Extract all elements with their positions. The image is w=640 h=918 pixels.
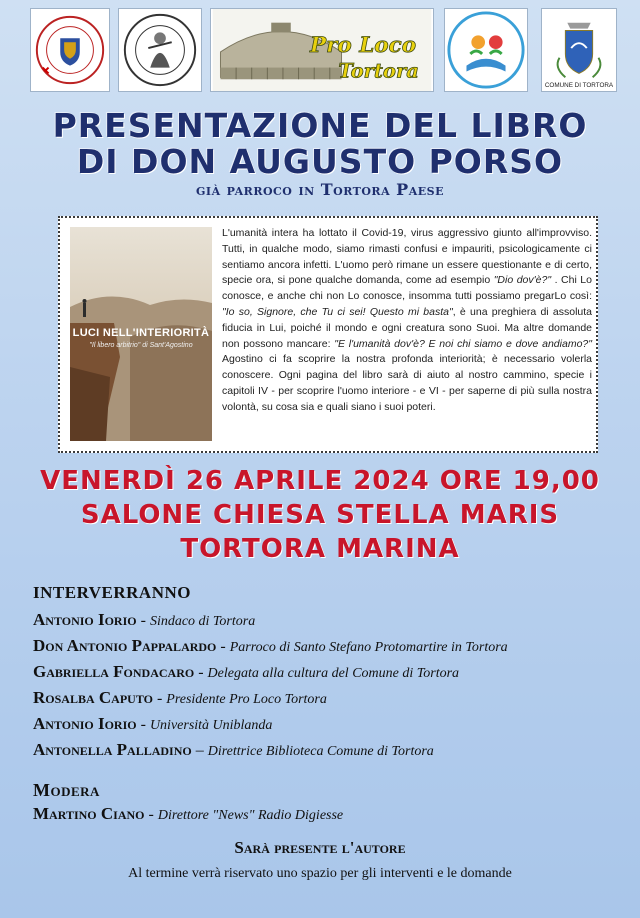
page-subtitle: già parroco in Tortora Paese xyxy=(196,180,444,199)
moderator-heading: Modera xyxy=(33,780,100,800)
speaker-separator: – xyxy=(191,742,208,759)
comune-caption: COMUNE DI TORTORA xyxy=(544,81,614,89)
description-segment: L'umanità intera ha lottato il Covid-19, virus aggressivo giunto all'improvviso. Tutti, in qualche modo, siamo rimasti confusi e impauriti, psicologicamente ci sentiamo ancora infetti. L'uomo però rimane un essere questionante e di certo, specie ora, si pone qualche domanda, come ad esempio xyxy=(222,227,592,287)
speaker-role: Sindaco di Tortora xyxy=(149,614,256,629)
moderator-separator: - xyxy=(144,806,158,823)
speaker-separator: - xyxy=(194,664,208,681)
speaker-name: Antonio Iorio xyxy=(33,714,137,733)
comune-di-tortora-logo xyxy=(541,8,617,92)
description-segment: "Dio dov'è?" xyxy=(493,274,552,287)
speaker-row xyxy=(33,688,327,708)
moderator-name: Martino Ciano xyxy=(33,804,145,823)
speaker-row xyxy=(33,610,255,630)
book-subtitle: "Il libero arbitrio" di Sant'Agostino xyxy=(89,342,193,349)
speaker-name: Rosalba Caputo xyxy=(33,688,153,707)
book-info-box xyxy=(58,216,598,453)
speaker-name: Don Antonio Pappalardo xyxy=(33,636,217,655)
description-segment: "Io so, Signore, che Tu ci sei! Questo mi basta" xyxy=(222,305,453,318)
speaker-separator: - xyxy=(136,612,150,629)
speaker-name: Gabriella Fondacaro xyxy=(33,662,195,681)
book-cover-image xyxy=(70,227,212,441)
speaker-role: Direttrice Biblioteca Comune di Tortora xyxy=(207,744,434,759)
speaker-row xyxy=(33,740,434,760)
book-description xyxy=(222,226,592,416)
author-presence-note: Sarà presente l'autore xyxy=(234,838,406,857)
speaker-row xyxy=(33,714,272,734)
book-title: LUCI NELL'INTERIORITÀ xyxy=(72,327,210,339)
speakers-heading: INTERVERRANNO xyxy=(33,583,191,602)
page-title-line1: PRESENTAZIONE DEL LIBRO xyxy=(52,106,588,145)
speaker-row xyxy=(33,636,508,656)
closing-note: Al termine verrà riservato uno spazio per gli interventi e le domande xyxy=(128,866,512,881)
speaker-role: Università Uniblanda xyxy=(149,718,273,733)
speaker-role: Parroco di Santo Stefano Protomartire in Tortora xyxy=(229,640,508,655)
description-segment: , è una preghiera di assoluta fiducia in Lui, poiché il mondo e ogni creatura sono Suoi. Ma altre domande non possono mancare: xyxy=(222,305,592,350)
pro-loco-tortora-logo xyxy=(210,8,434,92)
speaker-role: Presidente Pro Loco Tortora xyxy=(166,692,327,707)
event-place: TORTORA MARINA xyxy=(180,534,460,564)
description-segment: Agostino ci fa scoprire la nostra profonda interiorità; è necessario volerla conoscere. Ogni pagina del libro sarà di aiuto al nostro cammino, specie i capitoli IV - per scoprire l'uomo interiore - e VI - per saperne di più sulla nostra volontà, su cosa sia e quali siano i suoi poteri. xyxy=(222,353,592,413)
speaker-name: Antonella Palladino xyxy=(33,740,192,759)
speaker-separator: - xyxy=(136,716,150,733)
speaker-role: Delegata alla cultura del Comune di Tortora xyxy=(207,666,460,681)
uniblanda-seal-logo xyxy=(118,8,202,92)
biblioteca-comunale-logo xyxy=(444,8,528,92)
pro-loco-line2: Tortora xyxy=(338,59,419,83)
pro-loco-line1: Pro Loco xyxy=(309,32,417,58)
moderator-role: Direttore "News" Radio Digiesse xyxy=(157,808,344,823)
event-venue: SALONE CHIESA STELLA MARIS xyxy=(80,500,560,530)
speaker-row xyxy=(33,662,459,682)
speaker-separator: - xyxy=(152,690,167,707)
page-title-line2: DI DON AUGUSTO PORSO xyxy=(76,142,564,181)
speaker-name: Antonio Iorio xyxy=(33,610,137,629)
event-date: VENERDÌ 26 APRILE 2024 ORE 19,00 xyxy=(40,466,600,496)
description-segment: "E l'umanità dov'è? E noi chi siamo e dove andiamo?" xyxy=(334,337,592,350)
parish-seal-logo xyxy=(30,8,110,92)
description-segment: . Chi Lo conosce, e anche chi non Lo conosce, insomma tutti possiamo pregarLo così: xyxy=(222,274,592,303)
moderator xyxy=(33,804,343,824)
speaker-separator: - xyxy=(216,638,230,655)
